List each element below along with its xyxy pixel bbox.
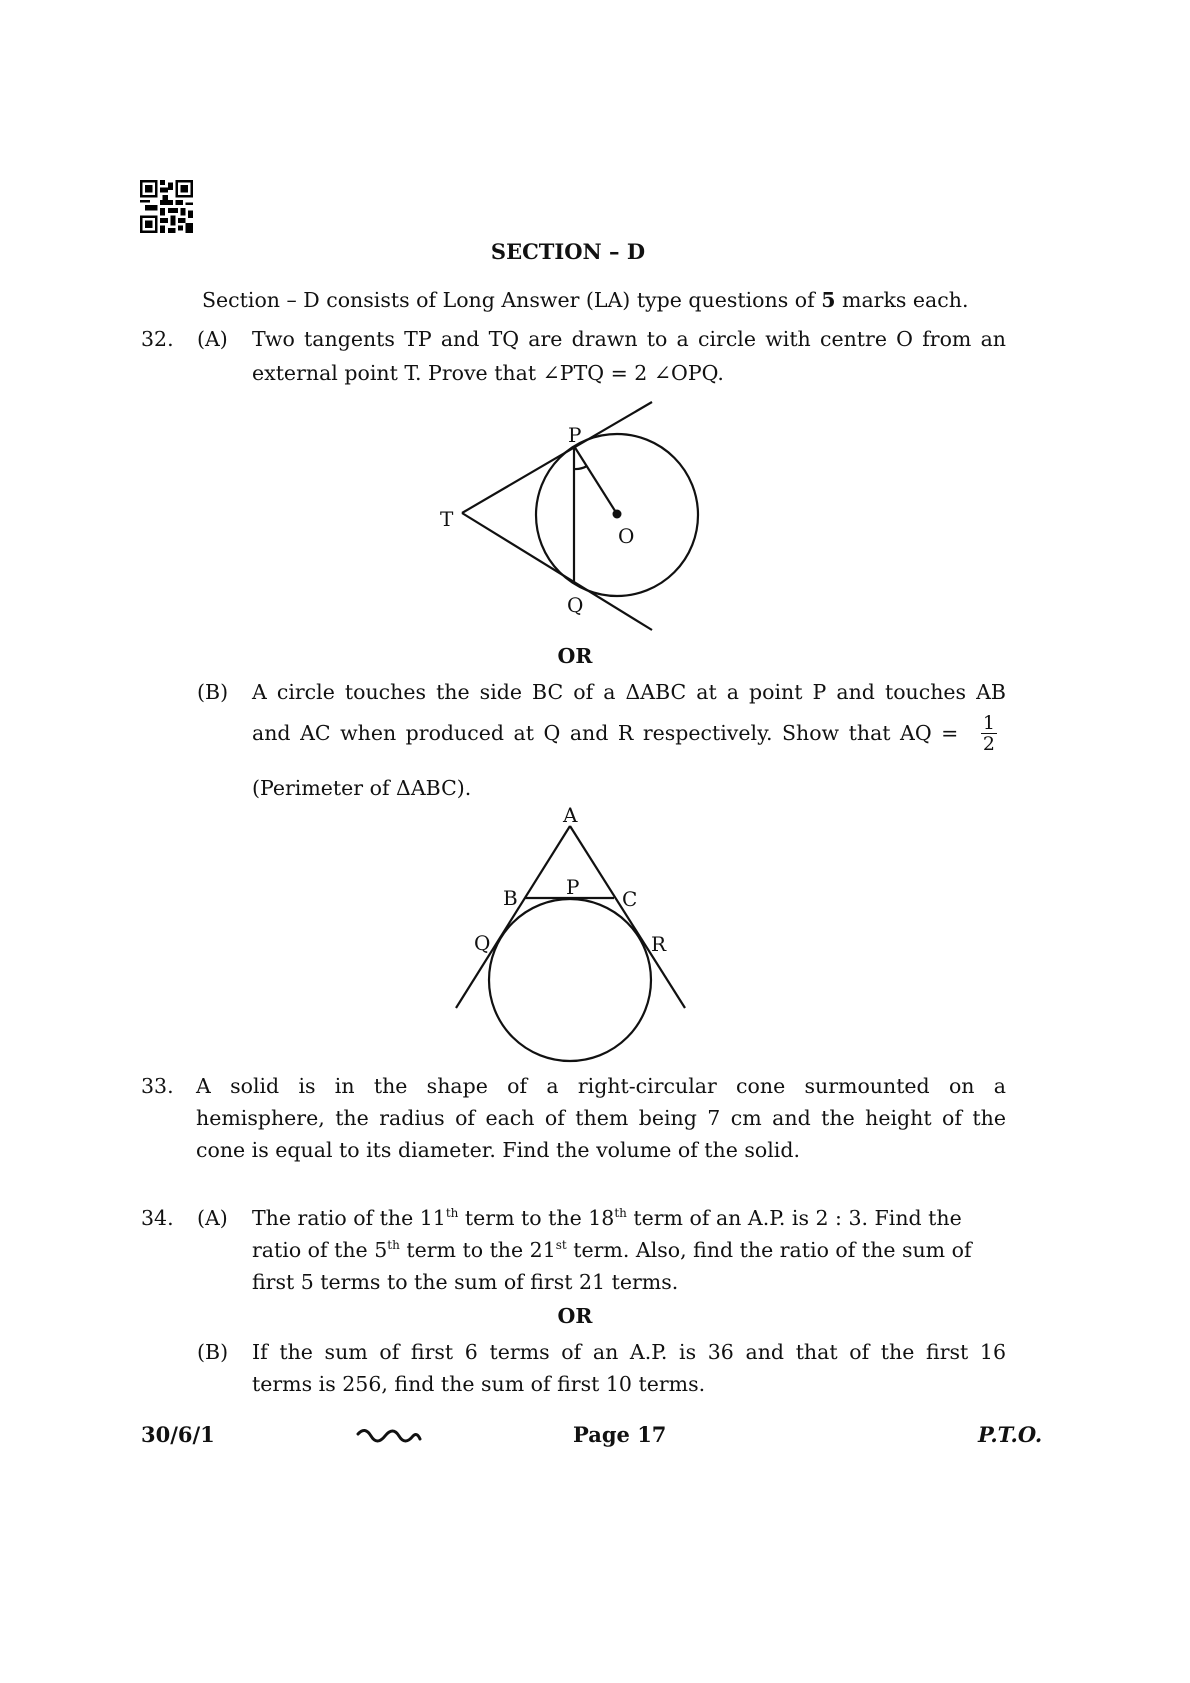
label-a: A [563,803,578,827]
line-ab-produced [456,826,570,1008]
intro-prefix: Section – D consists of Long Answer (LA) type questions of [202,288,822,312]
text-run: term to the 18 [458,1206,615,1230]
label-b: B [503,886,518,910]
footer-code: 30/6/1 [141,1422,215,1447]
q32a-line1: Two tangents TP and TQ are drawn to a circle with centre O from an [252,327,1006,351]
q32b-line3: (Perimeter of ΔABC). [252,776,472,800]
label-q: Q [567,593,584,617]
pto-label: P.T.O. [978,1422,1043,1447]
q32b-line1: A circle touches the side BC of a ΔABC at a point P and touches AB [252,680,1006,704]
q34a-line1-text [252,1206,962,1230]
question-number-32: 32. [141,327,174,351]
q34b-line2: terms is 256, find the sum of first 10 terms. [252,1372,706,1396]
q33-line2: hemisphere, the radius of each of them being 7 cm and the height of the [196,1106,1006,1130]
line-ac-produced [570,826,685,1008]
label-c: C [622,887,638,911]
label-p2: P [566,875,580,899]
label-q2: Q [474,931,491,955]
q34a-line1 [252,1206,1006,1230]
q34b-line1: If the sum of first 6 terms of an A.P. is 36 and that of the first 16 [252,1340,1006,1364]
superscript: th [614,1206,627,1220]
q32a-line2: external point T. Prove that ∠PTQ = 2 ∠OPQ. [252,361,724,385]
q34-part-a-label: (A) [197,1206,228,1230]
wavy-line-icon [356,1428,422,1444]
page-number: Page 17 [573,1422,667,1447]
superscript: th [387,1238,400,1252]
text-run: term to the 21 [399,1238,556,1262]
q34a-line3: first 5 terms to the sum of first 21 terms. [252,1270,679,1294]
question-number-34: 34. [141,1206,174,1230]
label-t: T [440,507,454,531]
intro-marks: 5 [821,288,836,312]
text-run: ratio of the 5 [252,1238,388,1262]
text-run: term of an A.P. is 2 : 3. Find the [626,1206,962,1230]
excircle [489,899,651,1061]
intro-suffix: marks each. [835,288,969,312]
superscript: th [445,1206,459,1220]
label-o: O [618,524,635,548]
text-run: The ratio of the 11 [252,1206,446,1230]
section-title: SECTION – D [490,239,646,264]
q34a-line2 [252,1238,972,1262]
q33-line1: A solid is in the shape of a right-circular cone surmounted on a [196,1074,1006,1098]
q34-or-label: OR [557,1304,593,1328]
q34-part-b-label: (B) [197,1340,229,1364]
q32b-line2-text: and AC when produced at Q and R respectively. Show that AQ = [252,721,959,745]
q33-line3: cone is equal to its diameter. Find the volume of the solid. [196,1138,800,1162]
text-run: term. Also, find the ratio of the sum of [566,1238,972,1262]
fraction-denominator: 2 [982,732,995,755]
q32-part-b-label: (B) [197,680,229,704]
fraction-numerator: 1 [982,711,995,734]
question-number-33: 33. [141,1074,174,1098]
q32-part-a-label: (A) [197,327,228,351]
label-r: R [651,932,667,956]
superscript: st [555,1238,567,1252]
label-p: P [568,423,582,447]
q32-or-label: OR [557,644,593,668]
